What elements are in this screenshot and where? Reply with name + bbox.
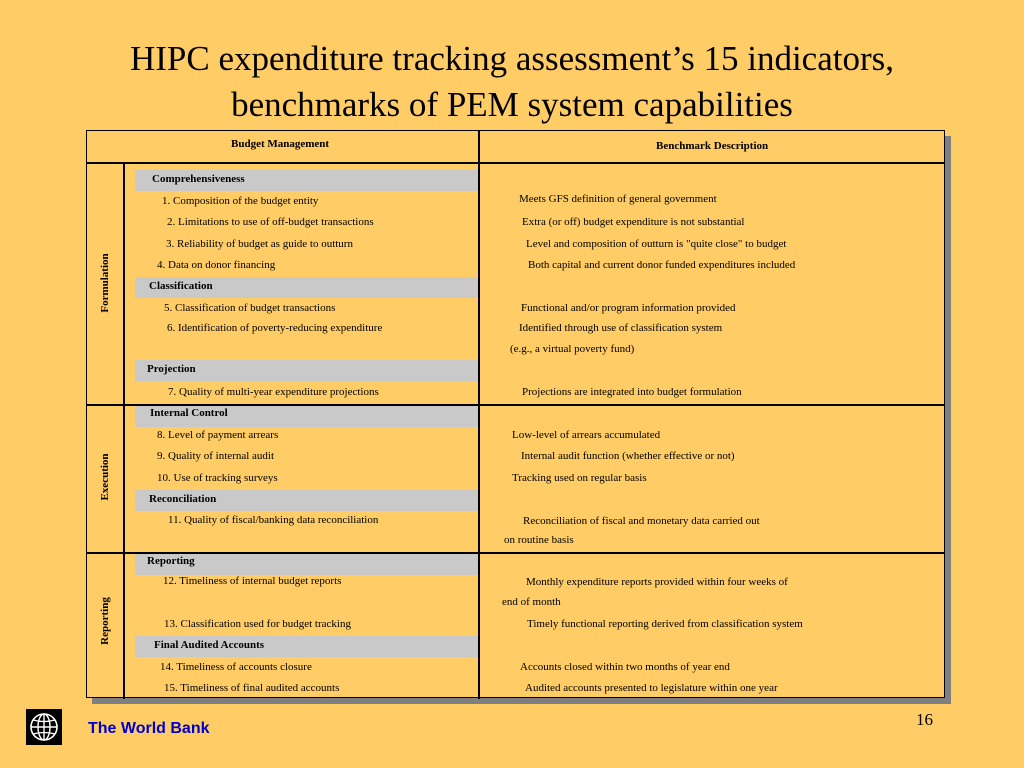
benchmark-2: Extra (or off) budget expenditure is not substantial [522, 216, 745, 228]
indicator-4: 4. Data on donor financing [157, 259, 276, 271]
header-benchmark-description: Benchmark Description [656, 140, 769, 152]
benchmark-11-cont: on routine basis [504, 534, 574, 546]
phase-column-divider [123, 163, 125, 699]
band-label-reporting: Reporting [147, 555, 195, 567]
indicator-5: 5. Classification of budget transactions [164, 302, 336, 314]
band-label-projection: Projection [147, 363, 196, 375]
globe-icon [26, 709, 62, 745]
indicator-13: 13. Classification used for budget tracking [164, 618, 351, 630]
org-name: The World Bank [88, 720, 210, 737]
band-label-classification: Classification [149, 280, 213, 292]
benchmark-12-cont: end of month [502, 596, 561, 608]
phase-label-reporting: Reporting [99, 597, 111, 645]
benchmark-6-cont: (e.g., a virtual poverty fund) [510, 343, 635, 355]
phase-label-execution: Execution [99, 453, 111, 501]
band-label-final-audited-accounts: Final Audited Accounts [154, 639, 265, 651]
band-label-comprehensiveness: Comprehensiveness [152, 173, 245, 185]
benchmark-8: Low-level of arrears accumulated [512, 429, 661, 441]
benchmark-5: Functional and/or program information provided [521, 302, 736, 314]
benchmark-11: Reconciliation of fiscal and monetary data carried out [523, 515, 760, 527]
benchmark-9: Internal audit function (whether effective or not) [521, 450, 735, 462]
indicators-table [86, 130, 945, 698]
indicator-9: 9. Quality of internal audit [157, 450, 274, 462]
title-line-1: HIPC expenditure tracking assessment’s 15 indicators, [129, 39, 895, 78]
benchmark-7: Projections are integrated into budget formulation [522, 386, 742, 398]
benchmark-column-divider [478, 131, 480, 699]
indicator-7: 7. Quality of multi-year expenditure projections [168, 386, 379, 398]
phase-label-formulation: Formulation [99, 253, 111, 313]
page-number: 16 [916, 710, 933, 729]
benchmark-6: Identified through use of classification system [519, 322, 723, 334]
band-label-internal-control: Internal Control [150, 407, 228, 419]
indicator-11: 11. Quality of fiscal/banking data reconciliation [168, 514, 379, 526]
indicator-12: 12. Timeliness of internal budget reports [163, 575, 342, 587]
indicator-1: 1. Composition of the budget entity [162, 195, 319, 207]
benchmark-4: Both capital and current donor funded expenditures included [528, 259, 796, 271]
benchmark-3: Level and composition of outturn is "quite close" to budget [526, 238, 787, 250]
header-budget-management: Budget Management [231, 138, 330, 150]
indicator-10: 10. Use of tracking surveys [157, 472, 278, 484]
band-label-reconciliation: Reconciliation [149, 493, 217, 505]
benchmark-13: Timely functional reporting derived from classification system [527, 618, 803, 630]
indicator-3: 3. Reliability of budget as guide to outturn [166, 238, 353, 250]
benchmark-14: Accounts closed within two months of year end [520, 661, 730, 673]
header-divider [87, 162, 944, 164]
indicator-6: 6. Identification of poverty-reducing expenditure [167, 322, 383, 334]
benchmark-10: Tracking used on regular basis [512, 472, 647, 484]
title-line-2: benchmarks of PEM system capabilities [231, 85, 793, 124]
benchmark-12: Monthly expenditure reports provided within four weeks of [526, 576, 788, 588]
indicator-14: 14. Timeliness of accounts closure [160, 661, 312, 673]
indicator-8: 8. Level of payment arrears [157, 429, 279, 441]
benchmark-1: Meets GFS definition of general government [519, 193, 717, 205]
indicator-15: 15. Timeliness of final audited accounts [164, 682, 340, 694]
benchmark-15: Audited accounts presented to legislature within one year [525, 682, 778, 694]
slide-title [40, 36, 984, 128]
indicator-2: 2. Limitations to use of off-budget transactions [167, 216, 374, 228]
